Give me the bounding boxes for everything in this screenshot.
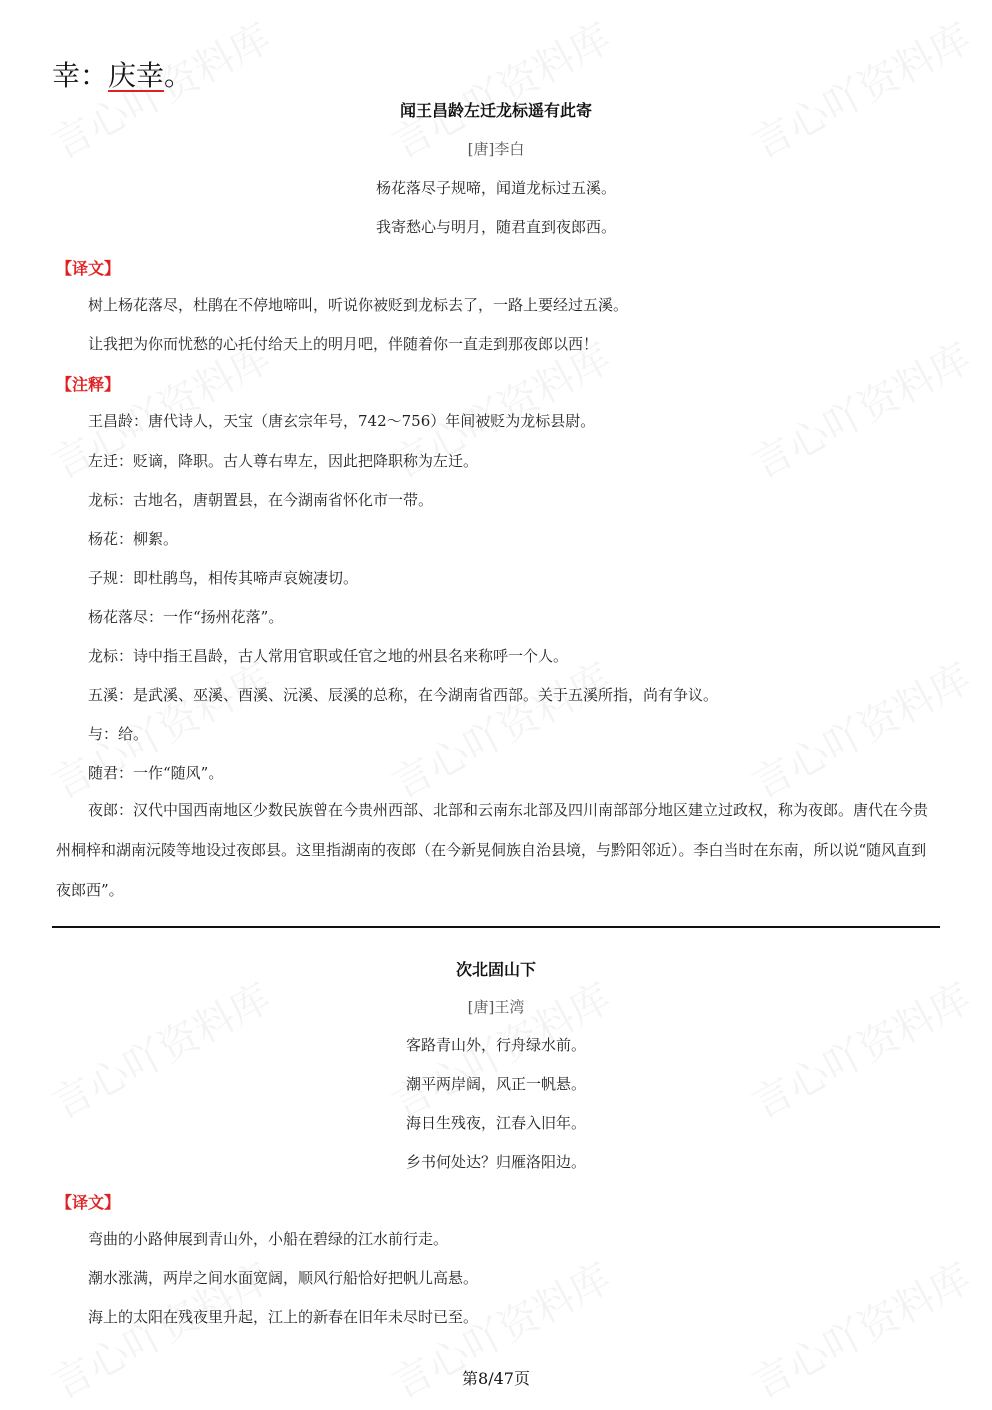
poem2-title: 次北固山下 xyxy=(455,960,536,979)
section-divider xyxy=(52,926,940,928)
note-item: 龙标：古地名，唐朝置县，在今湖南省怀化市一带。 xyxy=(88,491,434,509)
header-end: 。 xyxy=(164,59,193,92)
poem1-line: 我寄愁心与明月，随君直到夜郎西。 xyxy=(375,218,616,236)
poem2-line: 海日生残夜，江春入旧年。 xyxy=(405,1114,586,1132)
translation-label: 【译文】 xyxy=(56,259,121,278)
translation-paragraph: 潮水涨满，两岸之间水面宽阔，顺风行船恰好把帆儿高悬。 xyxy=(88,1269,479,1287)
translation-paragraph: 让我把为你而忧愁的心托付给天上的明月吧，伴随着你一直走到那夜郎以西！ xyxy=(88,335,599,353)
translation-paragraph: 树上杨花落尽，杜鹃在不停地啼叫，听说你被贬到龙标去了，一路上要经过五溪。 xyxy=(88,296,629,314)
note-item: 龙标：诗中指王昌龄，古人常用官职或任官之地的州县名来称呼一个人。 xyxy=(88,647,569,665)
header-definition xyxy=(52,54,192,94)
header-label: 幸： xyxy=(52,59,109,92)
watermark xyxy=(381,647,620,810)
watermark xyxy=(41,647,280,810)
notes-label: 【注释】 xyxy=(56,375,121,394)
note-item: 与：给。 xyxy=(88,725,149,743)
watermark xyxy=(741,327,980,490)
poem2-author: [唐]王湾 xyxy=(467,998,525,1016)
poem1-author: [唐]李白 xyxy=(467,140,525,158)
note-item: 五溪：是武溪、巫溪、酉溪、沅溪、辰溪的总称，在今湖南省西部。关于五溪所指，尚有争议。 xyxy=(88,686,719,704)
note-item: 左迁：贬谪，降职。古人尊右卑左，因此把降职称为左迁。 xyxy=(88,452,479,470)
note-item-long: 夜郎：汉代中国西南地区少数民族曾在今贵州西部、北部和云南东北部及四川南部部分地区建立过政权，称为夜郎。唐代在今贵州桐梓和湖南沅陵等地设过夜郎县。这里指湖南的夜郎（在今新晃侗族自治县境，与黔阳邻近）。李白当时在东南，所以说“随风直到夜郎西”。 xyxy=(56,801,929,899)
page-number: 第8/47页 xyxy=(462,1369,530,1388)
note-item: 杨花：柳絮。 xyxy=(88,530,179,548)
note-item: 杨花落尽：一作“扬州花落”。 xyxy=(88,608,284,626)
watermark xyxy=(741,647,980,810)
note-item: 王昌龄：唐代诗人，天宝（唐玄宗年号，742～756）年间被贬为龙标县尉。 xyxy=(88,412,596,430)
note-item: 子规：即杜鹃鸟，相传其啼声哀婉凄切。 xyxy=(88,569,359,587)
poem2-line: 乡书何处达？归雁洛阳边。 xyxy=(405,1153,586,1171)
translation-label: 【译文】 xyxy=(56,1193,121,1212)
translation-paragraph: 弯曲的小路伸展到青山外，小船在碧绿的江水前行走。 xyxy=(88,1230,449,1248)
translation-paragraph: 海上的太阳在残夜里升起，江上的新春在旧年未尽时已至。 xyxy=(88,1308,479,1326)
poem2-line: 客路青山外，行舟绿水前。 xyxy=(405,1036,586,1054)
poem1-title: 闻王昌龄左迁龙标遥有此寄 xyxy=(399,101,592,120)
poem1-line: 杨花落尽子规啼，闻道龙标过五溪。 xyxy=(375,179,616,197)
poem2-line: 潮平两岸阔，风正一帆悬。 xyxy=(405,1075,586,1093)
header-underlined-term: 庆幸 xyxy=(108,59,165,92)
note-item: 随君：一作“随风”。 xyxy=(88,764,224,782)
